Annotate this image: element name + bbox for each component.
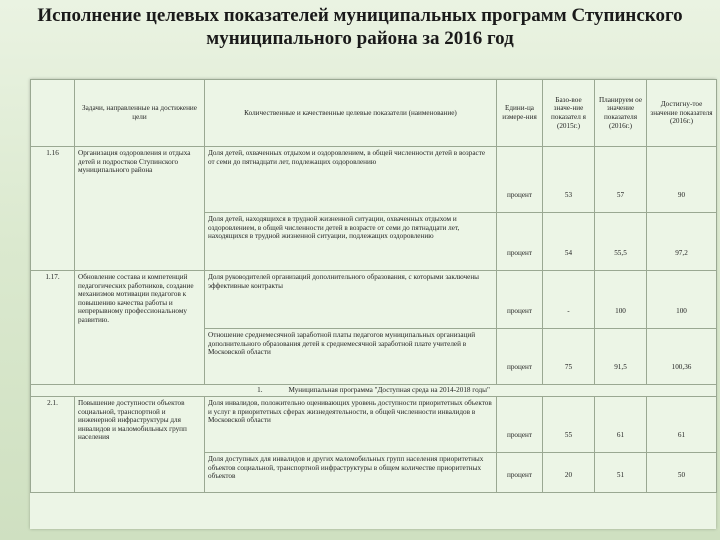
indicators-table [30,79,717,493]
row-number: 1.16 [31,147,75,271]
base-value: 53 [543,147,595,213]
achieved-value: 50 [647,453,717,493]
header-achieved: Достигну-тое значение показателя (2016г.) [647,80,717,147]
section-label: Муниципальная программа "Доступная среда на 2014-2018 годы" [288,386,490,394]
indicator-cell: Отношение среднемесячной заработной платы педагогов муниципальных организаций дополнительного образования детей к среднемесячной заработной плате учителей в Московской области [205,329,497,385]
table-row [31,397,717,453]
planned-value: 55,5 [595,213,647,271]
row-number: 2.1. [31,397,75,493]
page-title [0,4,720,50]
planned-value: 61 [595,397,647,453]
header-indicators: Количественные и качественные целевые показатели (наименование) [205,80,497,147]
table-header-row [31,80,717,147]
unit-cell: процент [497,271,543,329]
planned-value: 100 [595,271,647,329]
base-value: 75 [543,329,595,385]
task-cell: Повышение доступности объектов социальной, транспортной и инженерной инфраструктуры для инвалидов и маломобильных групп населения [75,397,205,493]
section-cell [31,385,717,397]
planned-value: 91,5 [595,329,647,385]
unit-cell: процент [497,453,543,493]
unit-cell: процент [497,213,543,271]
indicator-cell: Доля руководителей организаций дополнительного образования, с которыми заключены эффективные контракты [205,271,497,329]
task-cell: Обновление состава и компетенций педагогических работников, создание механизмов мотивации педагогов к повышению качества работы и непрерывному профессиональному развитию. [75,271,205,385]
row-number: 1.17. [31,271,75,385]
indicators-table-container [30,79,716,529]
title-line-2: муниципального района за 2016 год [206,28,514,49]
header-unit: Едини-ца измере-ния [497,80,543,147]
achieved-value: 100,36 [647,329,717,385]
base-value: 55 [543,397,595,453]
achieved-value: 100 [647,271,717,329]
table-row [31,147,717,213]
planned-value: 57 [595,147,647,213]
base-value: - [543,271,595,329]
section-row [31,385,717,397]
task-cell: Организация оздоровления и отдыха детей и подростков Ступинского муниципального района [75,147,205,271]
base-value: 20 [543,453,595,493]
title-line-1: Исполнение целевых показателей муниципальных программ Ступинского [37,5,683,26]
indicator-cell: Доля детей, охваченных отдыхом и оздоровлением, в общей численности детей в возрасте от семи до пятнадцати лет, подлежащих оздоровлению [205,147,497,213]
table-row [31,271,717,329]
unit-cell: процент [497,147,543,213]
indicator-cell: Доля инвалидов, положительно оценивающих уровень доступности приоритетных объектов и услуг в приоритетных сферах жизнедеятельности, в общей численности инвалидов в Московской области [205,397,497,453]
indicator-cell: Доля детей, находящихся в трудной жизненной ситуации, охваченных отдыхом и оздоровлением, в общей численности детей в возрасте от семи до пятнадцати лет, находящихся в трудной жизненной ситуации, подлежащих оздоровлению [205,213,497,271]
planned-value: 51 [595,453,647,493]
header-no [31,80,75,147]
achieved-value: 97,2 [647,213,717,271]
achieved-value: 90 [647,147,717,213]
header-base: Базо-вое значе-ние показател я (2015г.) [543,80,595,147]
unit-cell: процент [497,397,543,453]
header-planned: Планируем ое значение показателя (2016г.) [595,80,647,147]
base-value: 54 [543,213,595,271]
indicator-cell: Доля доступных для инвалидов и других маломобильных групп населения приоритетных объектов социальной, транспортной инфраструктуры в общем количестве приоритетных объектов [205,453,497,493]
section-number: 1. [257,386,263,394]
unit-cell: процент [497,329,543,385]
header-tasks: Задачи, направленные на достижение цели [75,80,205,147]
achieved-value: 61 [647,397,717,453]
